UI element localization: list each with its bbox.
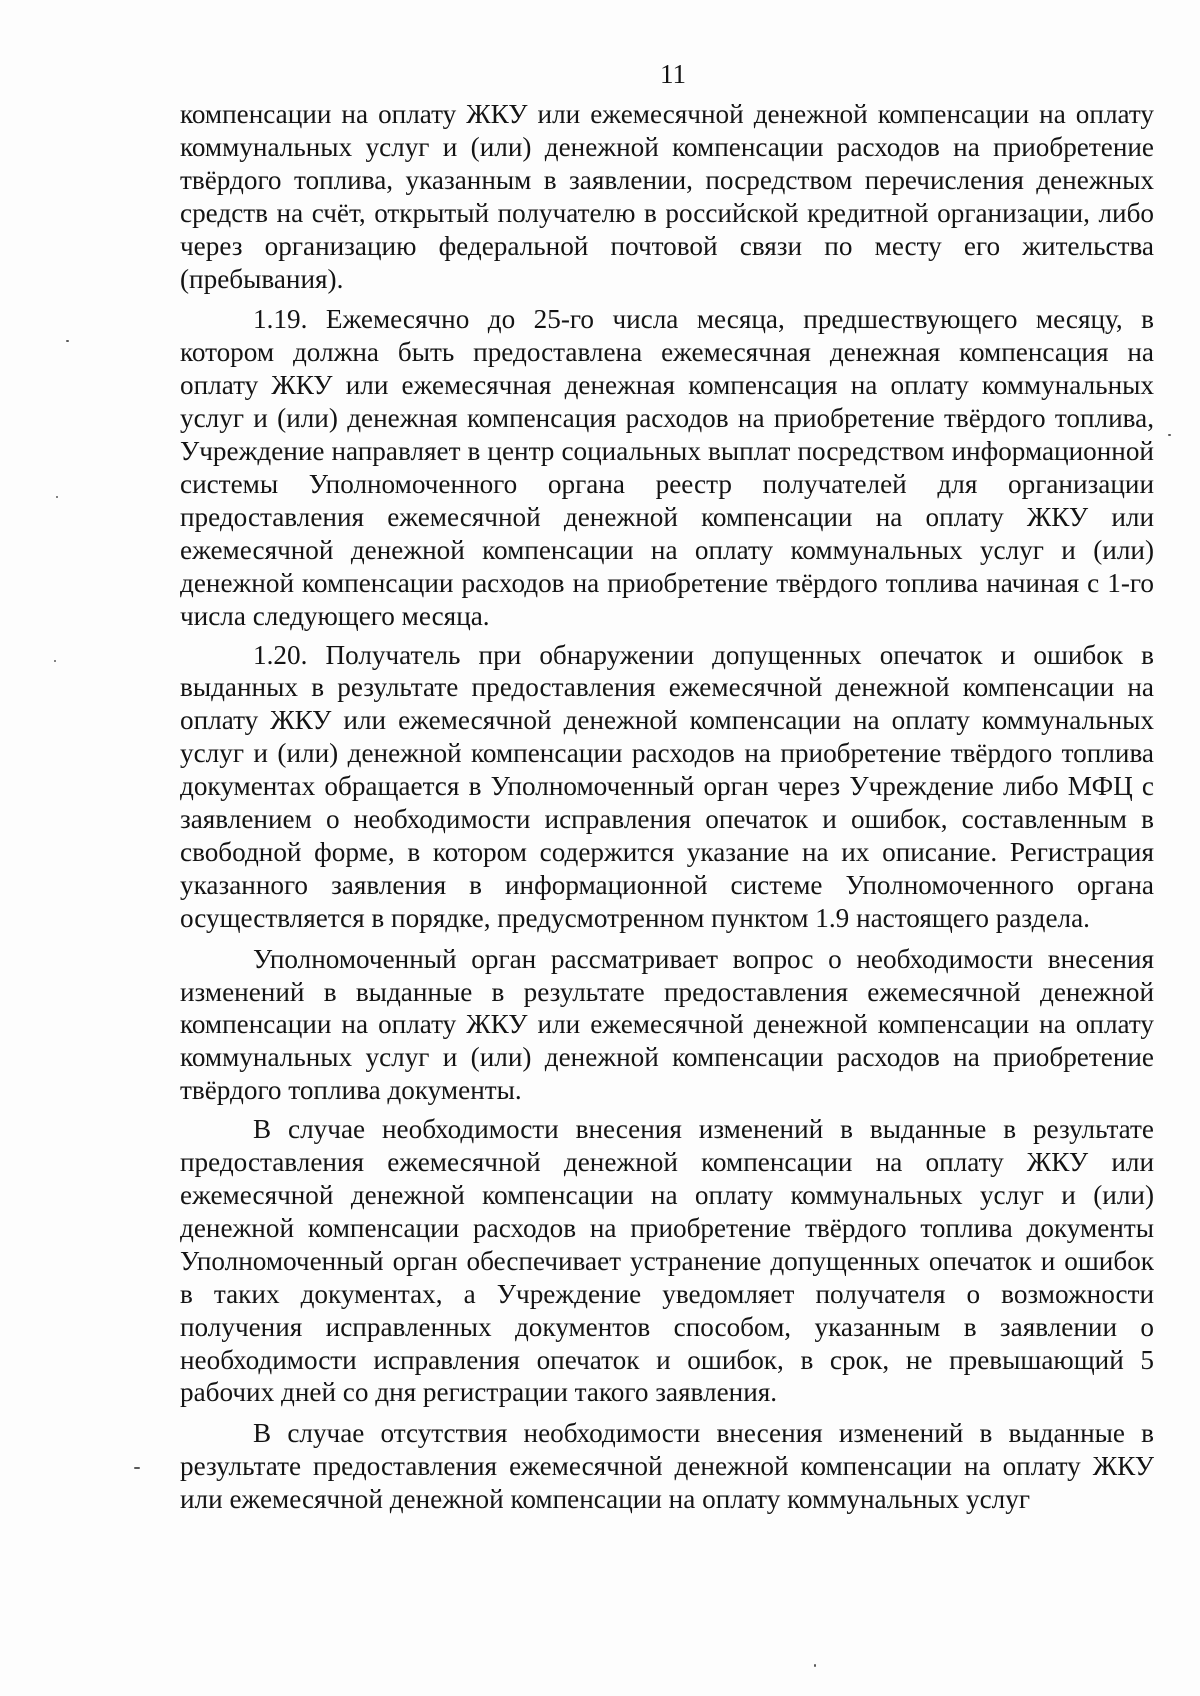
- paragraph-review: Уполномоченный орган рассматривает вопрос о необходимости внесения изменений в выданные в результате предоставления ежемесячной денежной компенсации на оплату ЖКУ или ежемесячной денежной компенсации на оплату коммунальных услуг и (или) денежной компенсации расходов на приобретение твёрдого топлива документы.: [180, 943, 1154, 1106]
- paragraph-item-1-19: 1.19. Ежемесячно до 25-го числа месяца, предшествующего месяцу, в котором должна быть предоставлена ежемесячная денежная компенсация на оплату ЖКУ или ежемесячная денежная компенсация на оплату коммунальных услуг и (или) денежная компенсация расходов на приобретение твёрдого топлива, Учреждение направляет в центр социальных выплат посредством информационной системы Уполномоченного органа реестр получателей для организации предоставления ежемесячной денежной компенсации на оплату ЖКУ или ежемесячной денежной компенсации на оплату коммунальных услуг и (или) денежной компенсации расходов на приобретение твёрдого топлива начиная с 1-го числа следующего месяца.: [180, 304, 1154, 631]
- scan-speck: [814, 1664, 816, 1667]
- scan-speck: [134, 1467, 140, 1469]
- document-body: [180, 98, 1154, 1516]
- scan-speck: [54, 660, 56, 662]
- paragraph-item-1-20: 1.20. Получатель при обнаружении допущенных опечаток и ошибок в выданных в результате предоставления ежемесячной денежной компенсации на оплату ЖКУ или ежемесячной денежной компенсации на оплату коммунальных услуг и (или) денежной компенсации расходов на приобретение твёрдого топлива документах обращается в Уполномоченный орган через Учреждение либо МФЦ с заявлением о необходимости исправления опечаток и ошибок, составленным в свободной форме, в котором содержится указание на их описание. Регистрация указанного заявления в информационной системе Уполномоченного органа осуществляется в порядке, предусмотренном пунктом 1.9 настоящего раздела.: [180, 639, 1154, 933]
- scan-speck: [66, 340, 69, 342]
- scan-speck: [1168, 434, 1171, 436]
- paragraph-correction: В случае необходимости внесения изменений в выданные в результате предоставления ежемесячной денежной компенсации на оплату ЖКУ или ежемесячной денежной компенсации на оплату коммунальных услуг и (или) денежной компенсации расходов на приобретение твёрдого топлива документы Уполномоченный орган обеспечивает устранение допущенных опечаток и ошибок в таких документах, а Учреждение уведомляет получателя о возможности получения исправленных документов способом, указанным в заявлении о необходимости исправления опечаток и ошибок, в срок, не превышающий 5 рабочих дней со дня регистрации такого заявления.: [180, 1114, 1154, 1408]
- paragraph-continuation: компенсации на оплату ЖКУ или ежемесячной денежной компенсации на оплату коммунальных услуг и (или) денежной компенсации расходов на приобретение твёрдого топлива, указанным в заявлении, посредством перечисления денежных средств на счёт, открытый получателю в российской кредитной организации, либо через организацию федеральной почтовой связи по месту его жительства (пребывания).: [180, 99, 1154, 294]
- page-number: 11: [660, 59, 686, 89]
- paragraph-no-correction: В случае отсутствия необходимости внесения изменений в выданные в результате предоставления ежемесячной денежной компенсации на оплату ЖКУ или ежемесячной денежной компенсации на оплату коммунальных услуг: [180, 1418, 1154, 1515]
- scan-speck: [56, 496, 58, 498]
